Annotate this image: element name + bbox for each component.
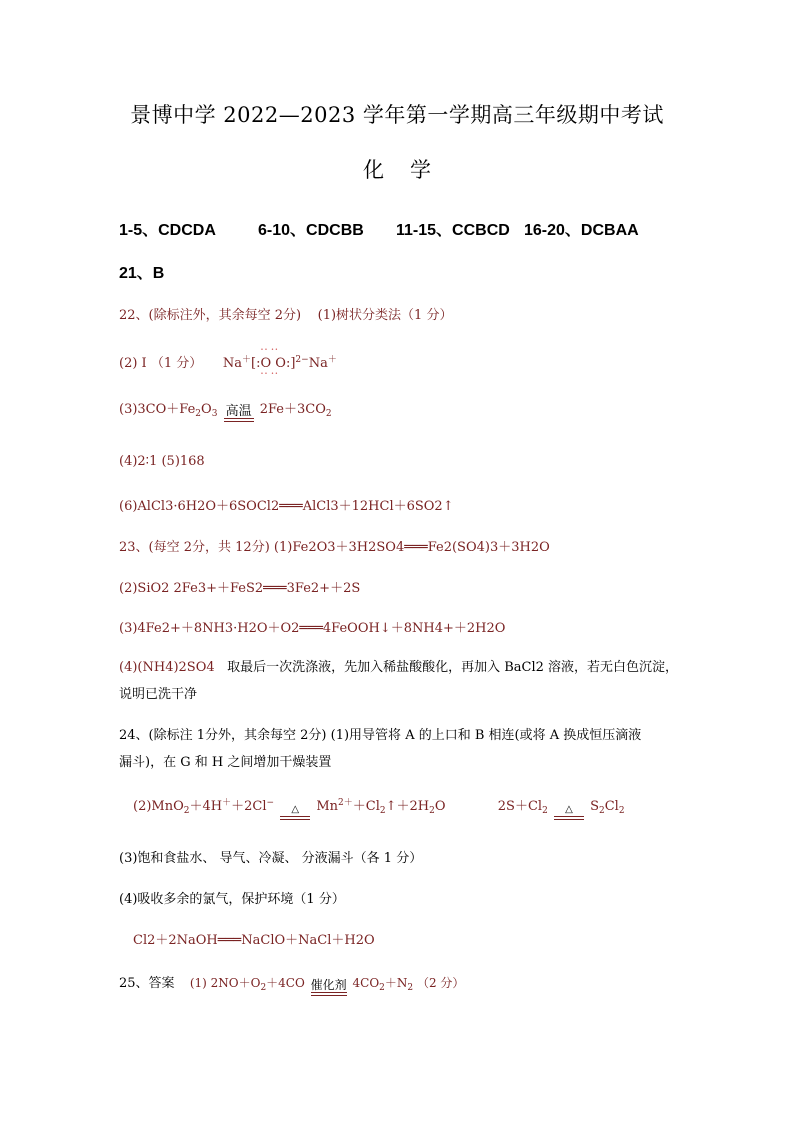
q22-answer-line [119,304,452,323]
q23-answer-2: (2)SiO2 2Fe3+＋FeS2═══3Fe2+＋2S [119,581,361,596]
mc-answers-16-20: 16-20、DCBAA [524,222,639,239]
subject-char-1: 化 [363,158,384,182]
q25-answer: 25、答案 (1) $2NO+O_2+4CO$ 催化剂 $4CO_2+N_2$ （2 分） [119,972,464,996]
q22-answers-4-5: (4)2∶1 (5)168 [119,454,205,469]
q23-answer-4: (4)(NH4)2SO4 取最后一次洗涤液，先加入稀盐酸酸化，再加入 BaCl2 溶液，若无白色沉淀， [119,660,679,675]
q23-answer-line [119,536,550,555]
q24-answer-1: (1)用导管将 A 的上口和 B 相连(或将 A 换成恒压滴液 [330,728,642,743]
q24-answer-3: (3)饱和食盐水、 导气、冷凝、 分液漏斗（各 1 分） [119,851,423,866]
q23-answer-1: (1)Fe2O3＋3H2SO4═══Fe2(SO4)3＋3H2O [273,540,550,555]
q24-answer-line [119,724,641,743]
mc-answers-1-5: 1-5、CDCDA [119,222,216,239]
peroxide-electron-dots: •• •• O O •• •• [261,356,286,371]
q22-header: 22、(除标注外，其余每空 2分) [119,308,302,323]
q24-answer-1-cont: 漏斗)，在 G 和 H 之间增加干燥装置 [119,755,332,770]
mc-answers-11-15: 11-15、CCBCD [396,222,510,239]
q24-answer-2: (2)MnO$_2$＋4H＋＋2Cl− △ $Mn^{2+}+Cl_2↑+2H_2O$ $2S+Cl_2$ △ $S_2Cl_2$ [133,795,625,820]
q24-answer-4: (4)吸收多余的氯气，保护环境（1 分） [119,892,345,907]
sodium-1: Na [222,356,243,371]
mc-answers-6-10: 6-10、CDCBB [258,222,364,239]
q23-answer-3: (3)4Fe2+＋8NH3·H2O＋O2═══4FeOOH↓＋8NH4+＋2H2O [119,621,506,636]
q22-answer-1: (1)树状分类法（1 分） [317,308,453,323]
q24-header: 24、(除标注 1分外，其余每空 2分) [119,728,327,743]
q23-header: 23、(每空 2分，共 12分) [119,540,270,555]
q22-answer-3: $(3)3CO+Fe_2O_3$ 高温 $2Fe+3CO_2$ [119,398,332,422]
subject-char-2: 学 [410,158,431,182]
page-title: 景博中学 2022—2023 学年第一学期高三年级期中考试 [130,103,664,127]
q24-answer-5: Cl2＋2NaOH═══NaClO＋NaCl＋H2O [133,933,375,948]
subject-title [0,154,794,184]
catalyst-condition: 催化剂 [311,979,347,996]
q23-answer-4-cont: 说明已洗干净 [119,687,198,702]
q25-header: 25、答案 [119,976,175,991]
heat-condition-1: △ [280,803,310,820]
q22-answer-6: (6)AlCl3·6H2O＋6SOCl2═══AlCl3＋12HCl＋6SO2↑ [119,499,454,514]
q22-answer-2: (2) I （1 分） Na＋[:•• •• O O •• ••:]$^{2-}$Na＋ [119,352,337,371]
q22-answer-2-label: (2) I （1 分） [119,356,203,371]
heat-condition-2: △ [554,803,584,820]
sodium-2: Na [308,356,328,371]
high-temp-condition: 高温 [224,405,254,422]
mc-answers-21: 21、B [119,265,165,282]
